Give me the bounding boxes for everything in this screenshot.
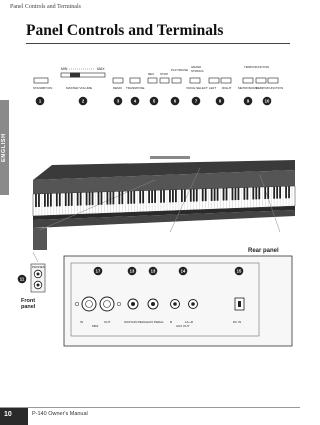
- master-volume-label: MASTER VOLUME: [66, 86, 93, 90]
- front-panel-label-line1: Front: [21, 298, 36, 304]
- left-button: [209, 78, 219, 83]
- midi-out-port: [100, 297, 114, 311]
- grand-label: GRAND: [191, 65, 202, 69]
- callout-17: 17: [95, 268, 101, 274]
- metronome-button: [243, 78, 253, 83]
- master-volume-knob: [70, 73, 80, 78]
- manual-title: P-140 Owner's Manual: [32, 411, 88, 417]
- dc-in-label: DC IN: [233, 320, 242, 324]
- callout-6: 6: [173, 98, 177, 104]
- right-button: [221, 78, 231, 83]
- aux-out-l-label: L/L+R: [185, 320, 194, 324]
- page-title: Panel Controls and Terminals: [26, 22, 224, 39]
- standby-on-button: [34, 78, 48, 83]
- left-label: LEFT: [209, 86, 217, 90]
- front-panel-label-line2: panel: [21, 304, 36, 310]
- footer-rule: [0, 407, 300, 408]
- standby-on-label: STANDBY/ON: [33, 86, 53, 90]
- metronome-label: METRONOME: [238, 86, 258, 90]
- volume-max-label: MAX: [97, 67, 105, 71]
- running-head: Panel Controls and Terminals: [10, 4, 81, 10]
- callout-5: 5: [152, 98, 156, 104]
- aux-out-r-label: R: [170, 320, 173, 324]
- rear-panel-label: Rear panel: [248, 248, 279, 254]
- language-tab-label: ENGLISH: [1, 133, 7, 162]
- page-number-box: [0, 408, 28, 425]
- transpose-label: TRANSPOSE: [126, 86, 145, 90]
- demo-label: DEMO: [113, 86, 122, 90]
- midi-in-port: [82, 297, 96, 311]
- strings-label: STRINGS: [191, 69, 204, 73]
- demo-button: [113, 78, 123, 83]
- callout-8: 8: [218, 98, 222, 104]
- callout-3: 3: [116, 98, 120, 104]
- callout-15: 15: [236, 268, 242, 274]
- sustain-pedal-label: SUSTAIN PEDAL: [124, 320, 148, 324]
- callout-9: 9: [246, 98, 250, 104]
- tempo-down-button: [256, 78, 266, 83]
- rear-panel: [64, 248, 292, 346]
- midi-in-label: IN: [80, 320, 83, 324]
- control-panel: [33, 65, 283, 105]
- callout-2: 2: [81, 98, 85, 104]
- callout-4: 4: [133, 98, 137, 104]
- transpose-button: [130, 78, 140, 83]
- play-pause-button: [172, 78, 181, 83]
- aux-out-label: AUX OUT: [176, 324, 190, 328]
- stop-label: STOP: [160, 72, 169, 76]
- phones-label: PHONES: [32, 265, 45, 269]
- stop-button: [160, 78, 169, 83]
- callout-13b: 13: [150, 268, 156, 274]
- callout-1: 1: [38, 98, 42, 104]
- callout-13a: 13: [129, 268, 135, 274]
- tempo-function-small-label: TEMPO/FUNCTION: [244, 65, 270, 69]
- tempo-up-button: [268, 78, 278, 83]
- volume-min-label: MIN: [61, 67, 68, 71]
- master-volume-slider: [61, 73, 105, 77]
- callout-10: 10: [264, 98, 270, 104]
- callout-11: 11: [19, 276, 25, 282]
- voice-select-label: VOICE SELECT: [186, 86, 208, 90]
- midi-label: MIDI: [92, 324, 99, 328]
- callout-7: 7: [194, 98, 198, 104]
- callout-14: 14: [180, 268, 186, 274]
- page-number: 10: [4, 411, 12, 418]
- rec-label: REC: [148, 72, 155, 76]
- front-panel: [18, 252, 45, 310]
- right-label: RIGHT: [222, 86, 232, 90]
- midi-out-label: OUT: [104, 320, 111, 324]
- rec-button: [148, 78, 157, 83]
- voice-select-button: [190, 78, 200, 83]
- aux-pedal-label: AUX PEDAL: [147, 320, 164, 324]
- tempo-function-label: TEMPO/FUNCTION: [256, 86, 283, 90]
- play-pause-label: PLAY/PAUSE: [171, 68, 188, 72]
